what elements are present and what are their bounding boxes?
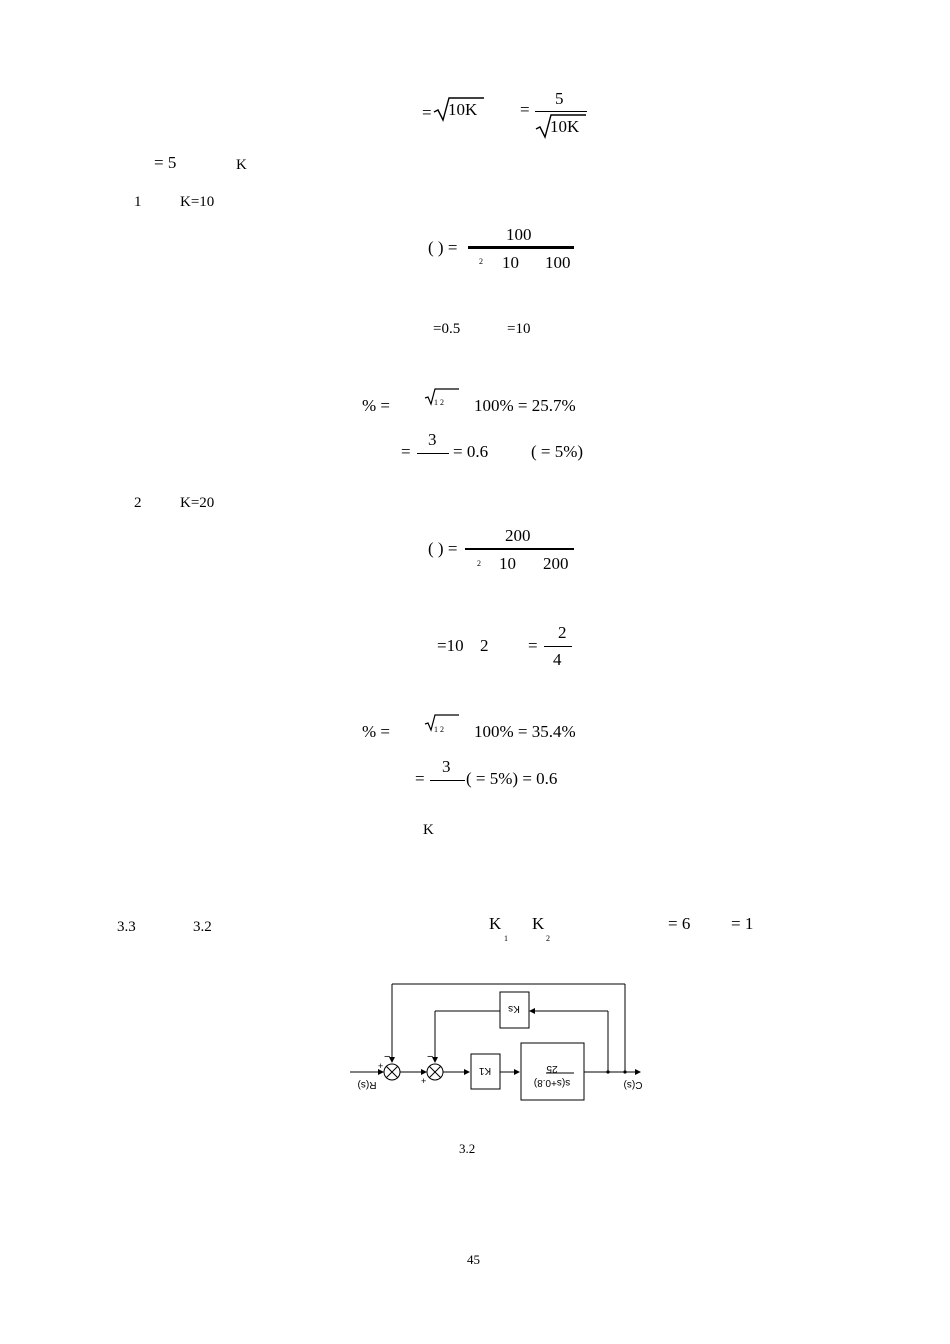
case2-overshoot-lhs: % = — [362, 722, 390, 741]
case1-params-b: =10 — [507, 321, 531, 337]
case1-params-a: =0.5 — [433, 321, 461, 337]
case2-params-b-bar — [544, 646, 572, 647]
eq1-right-equals: = — [520, 100, 530, 119]
case2-overshoot-rhs: 100% = 35.4% — [474, 722, 576, 741]
eq1-sqrt-den: 10K — [550, 117, 580, 136]
case1-tf-den-exp: 2 — [479, 257, 483, 266]
diagram-plus-1: + — [378, 1061, 384, 1071]
case1-tf-den-a: 10 — [502, 253, 519, 272]
case1-ts-num: 3 — [428, 430, 437, 449]
case2-params-a: =10 — [437, 636, 464, 655]
diagram-plant-num: s(s+0.8) — [533, 1077, 571, 1088]
case2-params-b-num: 2 — [558, 623, 567, 642]
case1-ts-bar — [417, 453, 449, 454]
conclusion-var: K — [423, 822, 434, 838]
diagram-plus-2: + — [421, 1076, 427, 1086]
diagram-plant-den: 25 — [546, 1063, 558, 1074]
problem-figure-ref: 3.2 — [193, 919, 212, 935]
case2-number: 2 — [134, 495, 142, 511]
diagram-output-label: C(s) — [623, 1079, 643, 1090]
eq1-frac-bar — [535, 111, 587, 112]
case1-ts-eq: = — [401, 442, 411, 461]
diagram-minus-1: − — [384, 1051, 391, 1063]
figure-caption: 3.2 — [459, 1141, 476, 1156]
case1-ts-cond: ( = 5%) — [531, 442, 584, 461]
case1-label: K=10 — [180, 194, 215, 210]
case1-tf-den-b: 100 — [545, 253, 571, 272]
case2-ts-bar — [430, 780, 465, 781]
problem-k1: K — [489, 914, 502, 933]
case2-ts-eq: = — [415, 769, 425, 788]
case1-number: 1 — [134, 194, 142, 210]
case2-ts-num: 3 — [442, 757, 451, 776]
eq2-lhs: = 5 — [154, 153, 177, 172]
case2-params-b-eq: = — [528, 636, 538, 655]
problem-k2-sub: 2 — [546, 934, 550, 943]
case2-tf-prefix: ( ) = — [428, 539, 458, 558]
eq1-sqrt-left: 10K — [448, 100, 478, 119]
diagram-k2-label: Ks — [508, 1003, 520, 1014]
case2-ts-rhs: ( = 5%) = 0.6 — [466, 769, 558, 788]
case2-tf-bar — [465, 548, 574, 550]
case2-params-a2: 2 — [480, 636, 489, 655]
diagram-k1-label: K1 — [478, 1065, 492, 1076]
case2-params-b-den: 4 — [553, 650, 562, 669]
eq1-left-equals: = — [422, 103, 432, 122]
problem-number: 3.3 — [117, 919, 136, 935]
problem-cond-b: = 1 — [731, 914, 754, 933]
case1-overshoot-lhs: % = — [362, 396, 390, 415]
case1-tf-num: 100 — [506, 225, 532, 244]
case2-tf-num: 200 — [505, 526, 531, 545]
case2-tf-den-b: 200 — [543, 554, 569, 573]
case2-tf-den-a: 10 — [499, 554, 516, 573]
eq2-var: K — [236, 157, 247, 173]
case2-overshoot-rad: 1 2 — [434, 725, 444, 734]
case1-ts-rhs: = 0.6 — [453, 442, 489, 461]
block-diagram — [340, 978, 660, 1118]
case1-overshoot-rad: 1 2 — [434, 398, 444, 407]
eq1-frac-num: 5 — [555, 89, 564, 108]
page-number: 45 — [467, 1252, 480, 1267]
case1-tf-bar — [468, 246, 574, 249]
problem-k1-sub: 1 — [504, 934, 508, 943]
case1-overshoot-rhs: 100% = 25.7% — [474, 396, 576, 415]
diagram-minus-2: − — [427, 1051, 434, 1063]
problem-k2: K — [532, 914, 545, 933]
diagram-input-label: R(s) — [357, 1079, 377, 1090]
case2-tf-den-exp: 2 — [477, 559, 481, 568]
case2-label: K=20 — [180, 495, 215, 511]
case1-tf-prefix: ( ) = — [428, 238, 458, 257]
problem-cond-a: = 6 — [668, 914, 691, 933]
